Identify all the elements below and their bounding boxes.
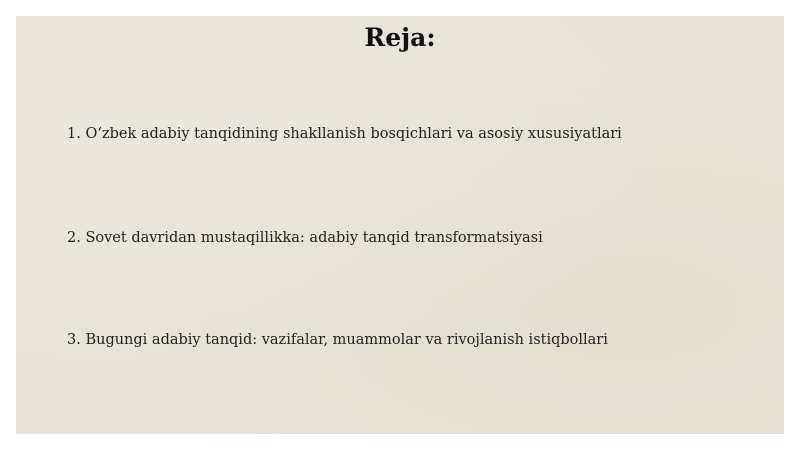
- plan-item-3: 3. Bugungi adabiy tanqid: vazifalar, muammolar va rivojlanish istiqbollari: [67, 332, 608, 348]
- slide: [16, 16, 784, 434]
- plan-item-2: 2. Sovet davridan mustaqillikka: adabiy tanqid transformatsiyasi: [67, 230, 543, 246]
- slide-title: Reja:: [364, 23, 436, 52]
- plan-item-1: 1. O‘zbek adabiy tanqidining shakllanish bosqichlari va asosiy xususiyatlari: [67, 126, 622, 142]
